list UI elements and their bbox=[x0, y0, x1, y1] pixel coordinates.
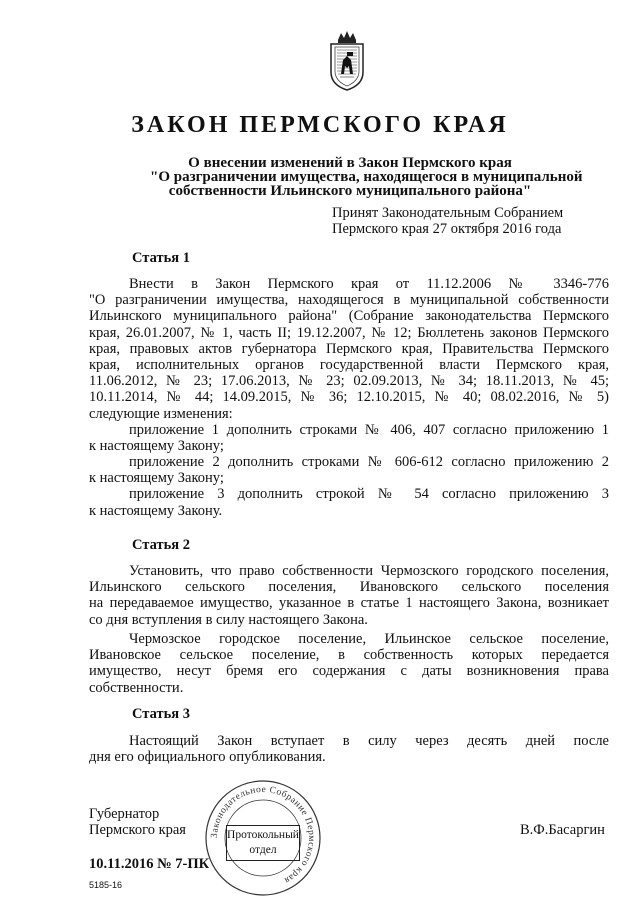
stamp-label bbox=[226, 825, 300, 861]
text-line: со дня вступления в силу настоящего Закона. bbox=[89, 611, 368, 628]
adoption-line: Пермского края 27 октября 2016 года bbox=[332, 221, 562, 237]
article-1-body bbox=[89, 276, 609, 519]
text-line: Внести в Закон Пермского края от 11.12.2006 № 3346-776 bbox=[129, 276, 609, 292]
law-title: ЗАКОН ПЕРМСКОГО КРАЯ bbox=[131, 112, 509, 138]
text-line: Установить, что право собственности Чермозского городского поселения, bbox=[129, 563, 609, 579]
position-line: Губернатор bbox=[89, 806, 160, 822]
text-line: собственности. bbox=[89, 679, 184, 696]
text-line: имущество, несут бремя его содержания с даты возникновения права bbox=[89, 663, 609, 680]
stamp-label-line: отдел bbox=[249, 844, 277, 856]
signatory-name: В.Ф.Басаргин bbox=[520, 822, 605, 838]
text-line: следующие изменения: bbox=[89, 405, 233, 422]
subtitle-line: собственности Ильинского муниципального района" bbox=[168, 183, 532, 199]
text-line: приложение 1 дополнить строками № 406, 407 согласно приложению 1 bbox=[129, 421, 609, 438]
article-2-heading: Статья 2 bbox=[132, 537, 190, 553]
position-line: Пермского края bbox=[89, 822, 186, 838]
text-line: к настоящему Закону; bbox=[89, 437, 224, 454]
signatory-position bbox=[89, 806, 186, 838]
adoption-line: Принят Законодательным Собранием bbox=[332, 205, 564, 221]
text-line: Ивановское сельское поселение, в собственность которых передается bbox=[89, 647, 609, 664]
stamp-ring-text: Законодательное Собрание Пермского края bbox=[209, 784, 317, 886]
article-3-body bbox=[89, 733, 609, 765]
law-number: 10.11.2016 № 7-ПК bbox=[89, 856, 210, 872]
document-code: 5185-16 bbox=[89, 880, 123, 890]
article-3-heading: Статья 3 bbox=[132, 706, 190, 722]
law-subtitle bbox=[150, 155, 583, 199]
subtitle-line: О внесении изменений в Закон Пермского края bbox=[188, 155, 512, 171]
article-1-heading: Статья 1 bbox=[132, 250, 190, 266]
stamp-label-line: Протокольный bbox=[227, 829, 299, 841]
text-line: на передаваемое имущество, указанное в статье 1 настоящего Закона, возникает bbox=[89, 595, 609, 612]
text-line: края, правовых актов губернатора Пермского края, Правительства Пермского bbox=[89, 340, 609, 357]
text-line: края, исполнительных органов государственной власти Пермского края, bbox=[89, 356, 609, 373]
text-line: Чермозское городское поселение, Ильинское сельское поселение, bbox=[129, 631, 609, 647]
text-line: Настоящий Закон вступает в силу через десять дней после bbox=[129, 733, 609, 749]
coat-of-arms-icon bbox=[325, 30, 369, 92]
article-2-body bbox=[89, 563, 609, 628]
text-line: дня его официального опубликования. bbox=[89, 749, 326, 766]
text-line: 10.11.2014, № 44; 14.09.2015, № 36; 12.10.2015, № 40; 08.02.2016, № 5) bbox=[89, 389, 609, 406]
text-line: Ильинского сельского поселения, Ивановского сельского поселения bbox=[89, 579, 609, 596]
text-line: края, 26.01.2007, № 1, часть II; 19.12.2007, № 12; Бюллетень законов Пермского bbox=[89, 324, 609, 341]
text-line: "О разграничении имущества, находящегося в муниципальной собственности bbox=[89, 292, 609, 309]
text-line: приложение 3 дополнить строкой № 54 согласно приложению 3 bbox=[129, 486, 609, 503]
subtitle-line: "О разграничении имущества, находящегося в муниципальной bbox=[150, 169, 583, 185]
text-line: приложение 2 дополнить строками № 606-612 согласно приложению 2 bbox=[129, 454, 609, 471]
text-line: к настоящему Закону. bbox=[89, 502, 223, 519]
text-line: к настоящему Закону; bbox=[89, 470, 224, 487]
text-line: 11.06.2012, № 23; 17.06.2013, № 23; 02.09.2013, № 34; 18.11.2013, № 45; bbox=[89, 373, 609, 390]
text-line: Ильинского муниципального района" (Собрание законодательства Пермского bbox=[89, 308, 609, 325]
adoption-note bbox=[332, 205, 612, 237]
article-2-body-2 bbox=[89, 631, 609, 696]
